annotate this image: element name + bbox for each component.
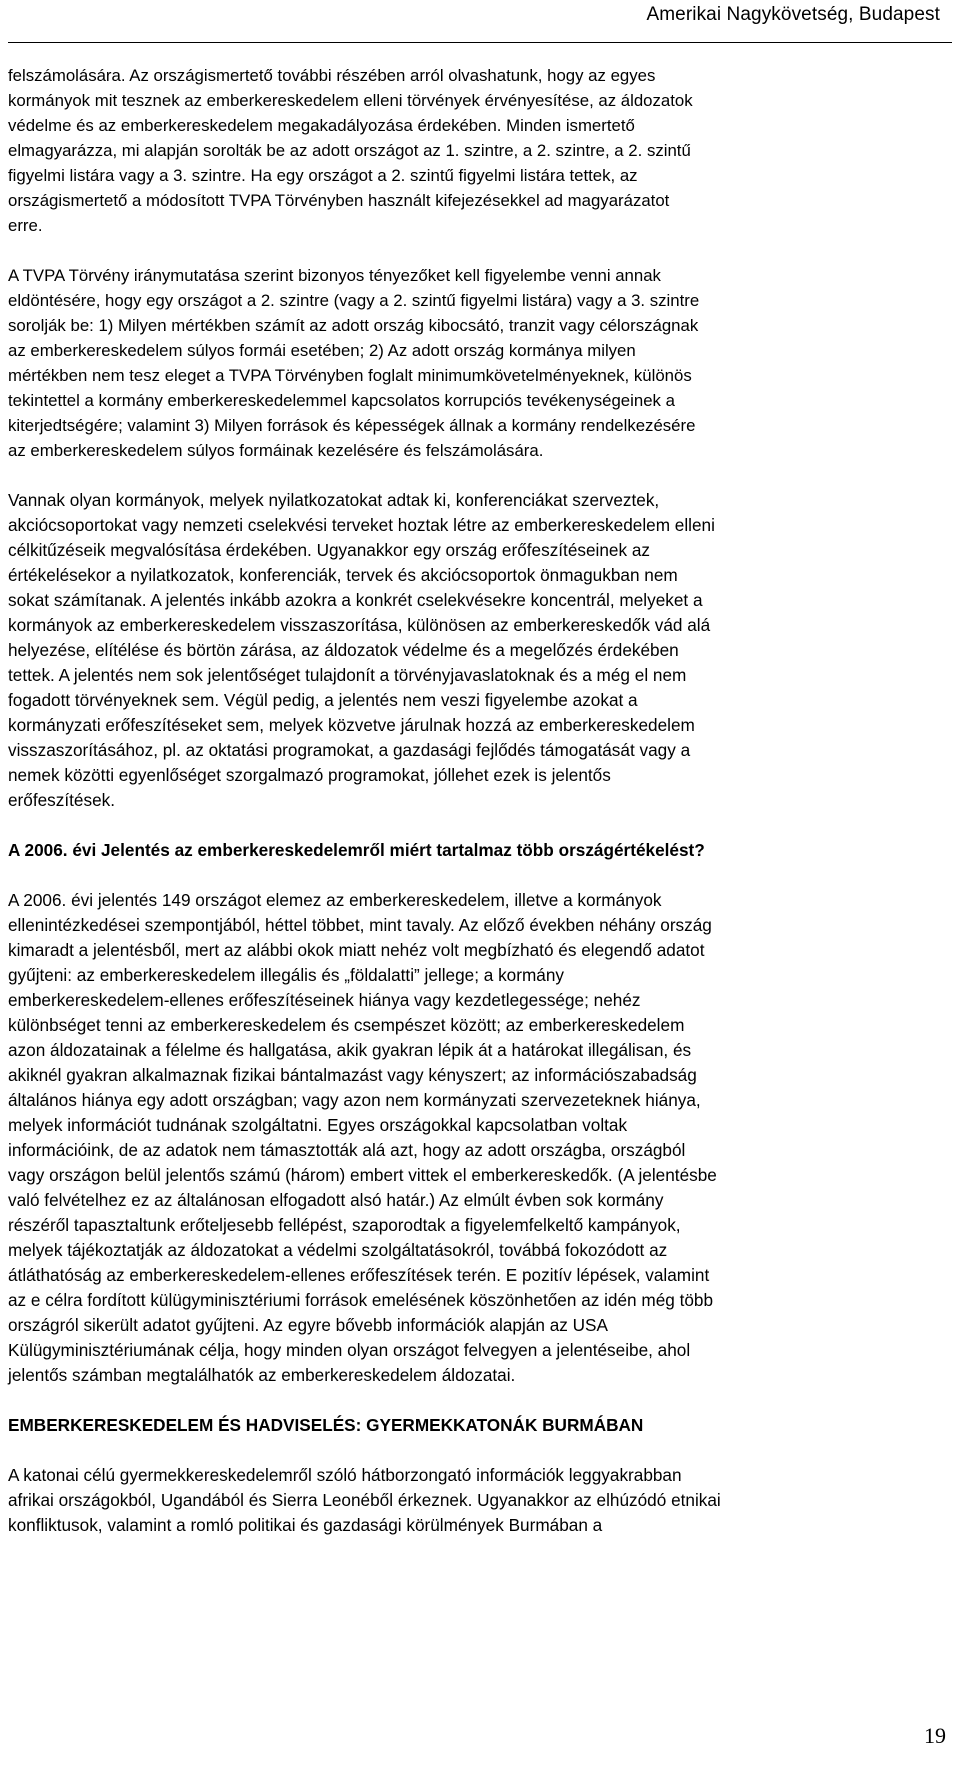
- text-line: melyek tájékoztatják az áldozatokat a védelmi szolgáltatásokról, továbbá fokozódott az: [8, 1240, 668, 1260]
- running-header: Amerikai Nagykövetség, Budapest: [646, 4, 940, 25]
- paragraph-2: [8, 263, 952, 463]
- text-line: melyek információt tudnának szolgáltatni. Egyes országokkal kapcsolatban voltak: [8, 1115, 628, 1135]
- text-line: jelentős számban megtalálhatók az emberkereskedelem áldozatai.: [8, 1365, 516, 1385]
- text-line: átláthatóság az emberkereskedelem-ellenes erőfeszítések terén. E pozitív lépések, valamint: [8, 1265, 710, 1285]
- text-line: az emberkereskedelem súlyos formáinak kezelésére és felszámolására.: [8, 441, 544, 460]
- text-line: eldöntésére, hogy egy országot a 2. szintre (vagy a 2. szintű figyelmi listára) vagy a 3. szintre: [8, 291, 700, 310]
- text-line: kiterjedtségére; valamint 3) Milyen források és képességek állnak a kormány rendelkezésére: [8, 416, 696, 435]
- document-body: [8, 63, 952, 1563]
- paragraph-4: [8, 888, 952, 1388]
- text-line: erre.: [8, 216, 43, 235]
- text-line: erőfeszítések.: [8, 790, 115, 810]
- text-line: az emberkereskedelem súlyos formái esetében; 2) Az adott ország kormánya milyen: [8, 341, 636, 360]
- text-line: A 2006. évi jelentés 149 országot elemez az emberkereskedelem, illetve a kormányok: [8, 890, 662, 910]
- header-divider: [8, 42, 952, 43]
- text-line: kormányok az emberkereskedelem visszaszorítása, különösen az emberkereskedők vád alá: [8, 615, 711, 635]
- text-line: tettek. A jelentés nem sok jelentőséget tulajdonít a törvényjavaslatoknak és a még el nem: [8, 665, 687, 685]
- text-line: sorolják be: 1) Milyen mértékben számít az adott ország kibocsátó, tranzit vagy célországnak: [8, 316, 699, 335]
- text-line: részéről tapasztaltunk erőteljesebb fellépést, szaporodtak a figyelemfelkeltő kampányok,: [8, 1215, 681, 1235]
- text-line: tekintettel a kormány emberkereskedelemmel kapcsolatos korrupciós tevékenységeinek a: [8, 391, 675, 410]
- text-line: célkitűzéseik megvalósítása érdekében. Ugyanakkor egy ország erőfeszítéseinek az: [8, 540, 651, 560]
- text-line: A katonai célú gyermekkereskedelemről szóló hátborzongató információk leggyakrabban: [8, 1465, 682, 1485]
- text-line: figyelmi listára vagy a 3. szintre. Ha egy országot a 2. szintű figyelmi listára tettek, az: [8, 166, 638, 185]
- text-line: általános hiánya egy adott országban; vagy azon nem kormányzati szervezeteknek hiánya,: [8, 1090, 701, 1110]
- paragraph-5: [8, 1463, 952, 1538]
- text-line: vagy országon belül jelentős számú (három) embert vittek el emberkereskedők. (A jelentésbe: [8, 1165, 717, 1185]
- page-number: 19: [924, 1723, 946, 1748]
- paragraph-1: [8, 63, 952, 238]
- text-line: kormányzati erőfeszítéseket sem, melyek közvetve járulnak hozzá az emberkereskedelem: [8, 715, 695, 735]
- text-line: gyűjteni: az emberkereskedelem illegális és „földalatti” jellege; a kormány: [8, 965, 564, 985]
- text-line: mértékben nem tesz eleget a TVPA Törvényben foglalt minimumkövetelményeknek, különös: [8, 366, 692, 385]
- text-line: az e célra fordított külügyminisztériumi források emelésének köszönhetően az idén még több: [8, 1290, 714, 1310]
- text-line: kimaradt a jelentésből, mert az alábbi okok miatt nehéz volt megbízható és elegendő adatot: [8, 940, 705, 960]
- text-line: nemek közötti egyenlőséget szorgalmazó programokat, jóllehet ezek is jelentős: [8, 765, 611, 785]
- text-line: védelme és az emberkereskedelem megakadályozása érdekében. Minden ismertető: [8, 116, 635, 135]
- text-line: akciócsoportokat vagy nemzeti cselekvési terveket hoztak létre az emberkereskedelem elleni: [8, 515, 715, 535]
- text-line: információink, de az adatok nem támasztották alá azt, hogy az adott országba, országból: [8, 1140, 686, 1160]
- text-line: Vannak olyan kormányok, melyek nyilatkozatokat adtak ki, konferenciákat szerveztek,: [8, 490, 660, 510]
- text-line: emberkereskedelem-ellenes erőfeszítéseinek hiánya vagy kezdetlegessége; nehéz: [8, 990, 641, 1010]
- text-line: értékelésekor a nyilatkozatok, konferenciák, tervek és akciócsoportok önmagukban nem: [8, 565, 678, 585]
- text-line: különbséget tenni az emberkereskedelem és csempészet között; az emberkereskedelem: [8, 1015, 685, 1035]
- text-line: felszámolására. Az országismertető további részében arról olvashatunk, hogy az egyes: [8, 66, 656, 85]
- section-heading-caps: EMBERKERESKEDELEM ÉS HADVISELÉS: GYERMEKKATONÁK BURMÁBAN: [8, 1415, 644, 1435]
- text-line: visszaszorításához, pl. az oktatási programokat, a gazdasági fejlődés támogatását vagy a: [8, 740, 691, 760]
- text-line: országról sikerült adatot gyűjteni. Az egyre bővebb információk alapján az USA: [8, 1315, 608, 1335]
- paragraph-3: [8, 488, 952, 813]
- text-line: konfliktusok, valamint a romló politikai és gazdasági körülmények Burmában a: [8, 1515, 603, 1535]
- text-line: országismertető a módosított TVPA Törvényben használt kifejezésekkel ad magyarázatot: [8, 191, 670, 210]
- text-line: ellenintézkedései szempontjából, héttel többet, mint tavaly. Az előző években néhány ország: [8, 915, 712, 935]
- text-line: A TVPA Törvény iránymutatása szerint bizonyos tényezőket kell figyelembe venni annak: [8, 266, 661, 285]
- text-line: Külügyminisztériumának célja, hogy minden olyan országot felvegyen a jelentéseibe, ahol: [8, 1340, 691, 1360]
- text-line: sokat számítanak. A jelentés inkább azokra a konkrét cselekvésekre koncentrál, melyeket a: [8, 590, 703, 610]
- text-line: való felvételhez ez az általánosan elfogadott alsó határ.) Az elmúlt évben sok kormány: [8, 1190, 664, 1210]
- text-line: akiknél gyakran alkalmaznak fizikai bántalmazást vagy kényszert; az információszabadság: [8, 1065, 697, 1085]
- text-line: afrikai országokból, Ugandából és Sierra Leonéből érkeznek. Ugyanakkor az elhúzódó etnikai: [8, 1490, 721, 1510]
- text-line: fogadott törvényeknek sem. Végül pedig, a jelentés nem veszi figyelembe azokat a: [8, 690, 638, 710]
- text-line: helyezése, elítélése és börtön zárása, az áldozatok védelme és a megelőzés érdekében: [8, 640, 679, 660]
- text-line: kormányok mit tesznek az emberkereskedelem elleni törvények érvényesítése, az áldozatok: [8, 91, 693, 110]
- text-line: elmagyarázza, mi alapján sorolták be az adott országot az 1. szintre, a 2. szintre, a 2. szintű: [8, 141, 691, 160]
- section-heading: A 2006. évi Jelentés az emberkereskedelemről miért tartalmaz több országértékelést?: [8, 840, 705, 860]
- text-line: azon áldozatainak a félelme és hallgatása, akik gyakran lépik át a határokat illegálisan, és: [8, 1040, 692, 1060]
